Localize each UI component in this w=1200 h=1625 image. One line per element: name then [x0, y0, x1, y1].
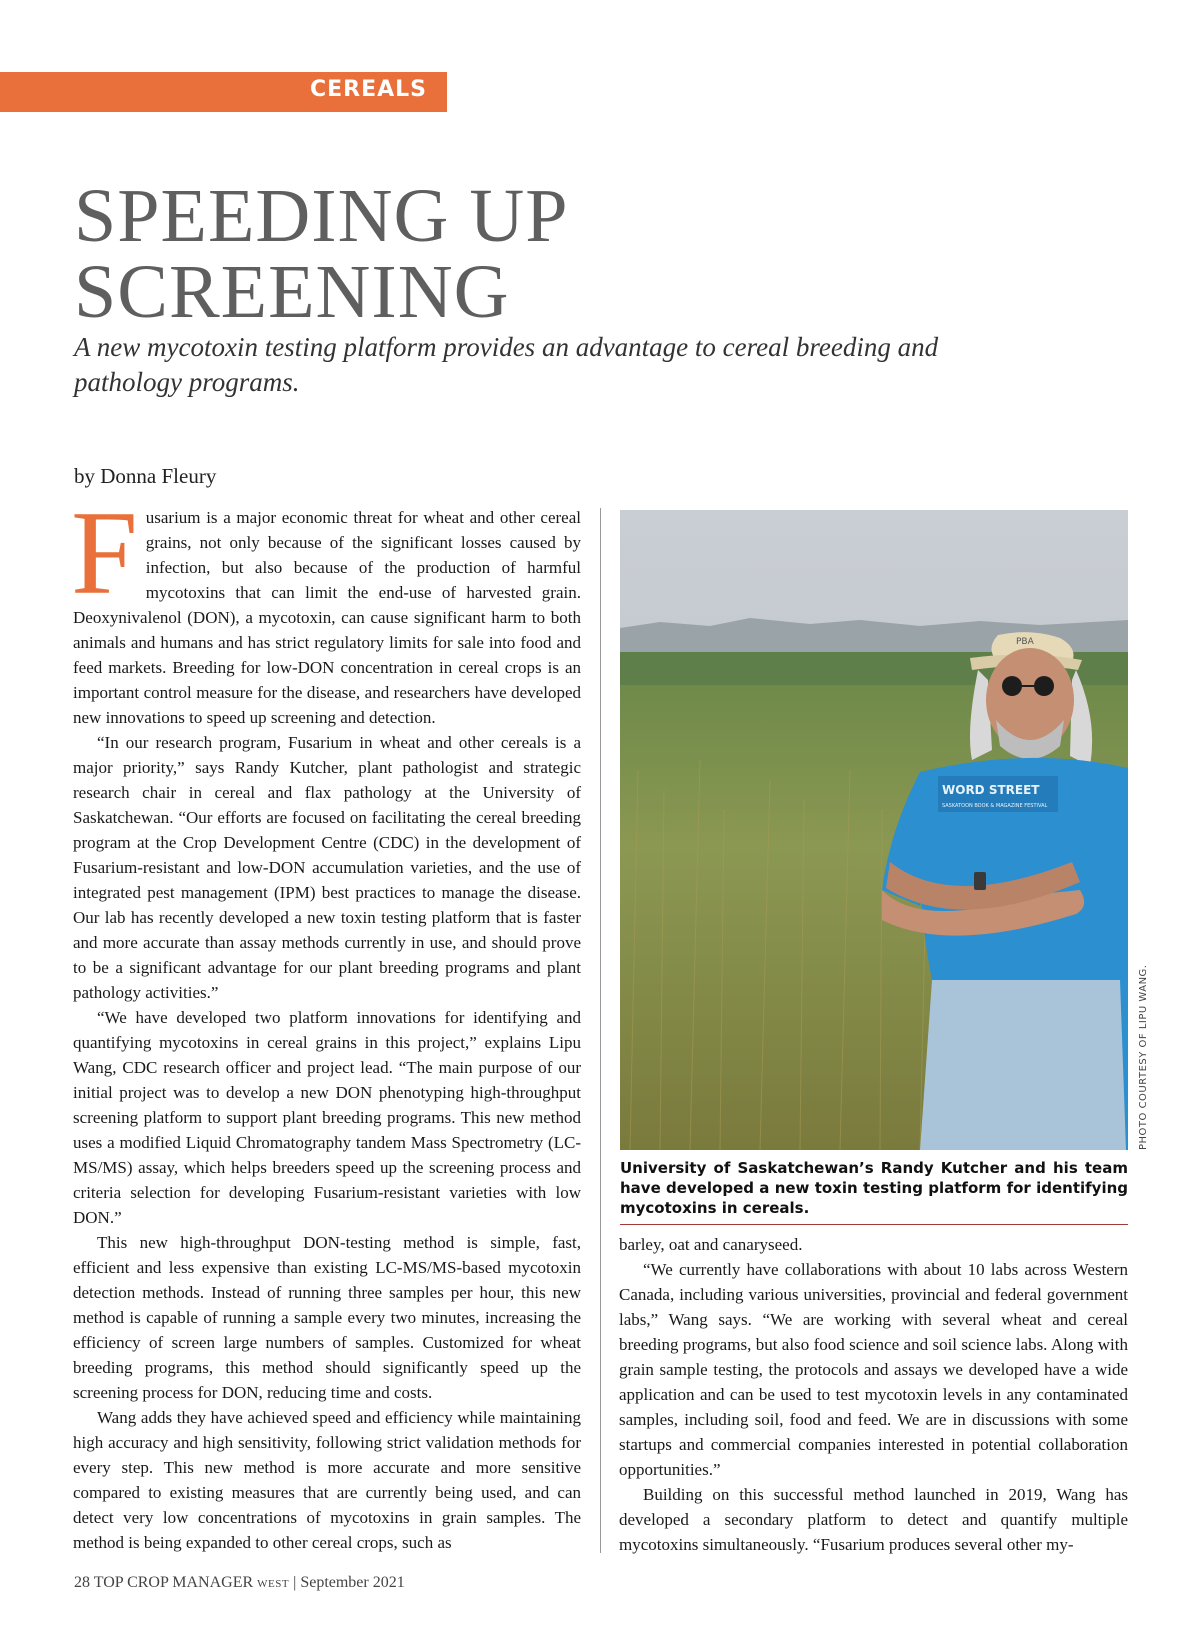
photo-caption: University of Saskatchewan’s Randy Kutcher and his team have developed a new toxin testing platform for identifying mycotoxins in cereals. [620, 1159, 1128, 1217]
byline: by Donna Fleury [74, 464, 217, 488]
headline-line-2: SCREENING [74, 250, 510, 334]
field-portrait-photo [620, 510, 1128, 1150]
paragraph-3: “We have developed two platform innovations for identifying and quantifying mycotoxins in cereal grains in this project,” explains Lipu Wang, CDC research officer and project lead. “The main purpose of our initial project was to develop a new DON phenotyping high-throughput screening platform to support plant breeding programs. This new method uses a modified Liquid Chromatography tandem Mass Spectrometry (LC-MS/MS) assay, which helps breeders speed up the screening process and criteria selection for developing Fusarium-resistant varieties with low DON.” [73, 1008, 581, 1227]
magazine-edition: WEST [257, 1578, 290, 1590]
photo-credit: PHOTO COURTESY OF LIPU WANG. [1138, 964, 1149, 1150]
magazine-name: TOP CROP MANAGER [93, 1574, 254, 1591]
issue-date: | September 2021 [293, 1574, 405, 1591]
article-headline [74, 174, 569, 334]
section-banner [0, 72, 447, 112]
column-divider [600, 508, 601, 1553]
paragraph-4: This new high-throughput DON-testing method is simple, fast, efficient and less expensive than existing LC-MS/MS-based mycotoxin detection methods. Instead of running three samples per hour, this new method is capable of running a sample every two minutes, increasing the efficiency of screen large numbers of samples. Customized for wheat breeding programs, this method should significantly speed up the screening process for DON, reducing time and costs. [73, 1233, 581, 1402]
paragraph-8: Building on this successful method launched in 2019, Wang has developed a secondary platform to detect and quantify multiple mycotoxins simultaneously. “Fusarium produces several other my- [619, 1485, 1128, 1554]
paragraph-7: “We currently have collaborations with about 10 labs across Western Canada, including various universities, provincial and federal government labs,” Wang says. “We are working with several wheat and cereal breeding programs, but also food science and soil science labs. Along with grain sample testing, the protocols and assays we developed have a wide application and can be used to test mycotoxin levels in any contaminated samples, including soil, food and feed. We are in discussions with some startups and commercial companies interested in potential collaboration opportunities.” [619, 1260, 1128, 1479]
page-number: 28 [74, 1574, 90, 1591]
paragraph-1: Fusarium is a major economic threat for wheat and other cereal grains, not only because of the significant losses caused by infection, but also because of the production of harmful mycotoxins that can limit the end-use of harvested grain. Deoxynivalenol (DON), a mycotoxin, can cause significant harm to both animals and humans and has strict regulatory limits for sale into food and feed markets. Breeding for low-DON concentration in cereal crops is an important control measure for the disease, and researchers have developed new innovations to speed up screening and detection. [71, 486, 581, 727]
right-column [619, 1232, 1128, 1557]
paragraph-6: barley, oat and canaryseed. [619, 1235, 803, 1254]
paragraph-5: Wang adds they have achieved speed and efficiency while maintaining high accuracy and high sensitivity, following strict validation methods for every step. This new method is more accurate and more sensitive compared to existing measures that are currently being used, and can detect very low concentrations of mycotoxins in grain samples. The method is being expanded to other cereal crops, such as [73, 1408, 581, 1552]
drop-cap: F [71, 486, 138, 619]
svg-text:WORD STREET: WORD STREET [942, 783, 1040, 797]
svg-text:SASKATOON BOOK & MAGAZINE FEST: SASKATOON BOOK & MAGAZINE FESTIVAL [942, 803, 1048, 809]
section-label: CEREALS [309, 77, 427, 102]
article-deck: A new mycotoxin testing platform provides an advantage to cereal breeding and pathology programs. [74, 332, 939, 397]
left-column [71, 486, 581, 1555]
article-photo [620, 510, 1128, 1150]
caption-rule [620, 1224, 1128, 1225]
svg-text:PBA: PBA [1016, 637, 1034, 647]
paragraph-2: “In our research program, Fusarium in wheat and other cereals is a major priority,” says Randy Kutcher, plant pathologist and strategic research chair in cereal and flax pathology at the University of Saskatchewan. “Our efforts are focused on facilitating the cereal breeding program at the Crop Development Centre (CDC) in the development of Fusarium-resistant and low-DON accumulation varieties, and the use of integrated pest management (IPM) best practices to manage the disease. Our lab has recently developed a new toxin testing platform that is faster and more accurate than assay methods currently in use, and should prove to be a significant advantage for our plant breeding programs and plant pathology activities.” [73, 733, 581, 1002]
headline-line-1: SPEEDING UP [74, 174, 569, 258]
page-footer [74, 1574, 405, 1592]
